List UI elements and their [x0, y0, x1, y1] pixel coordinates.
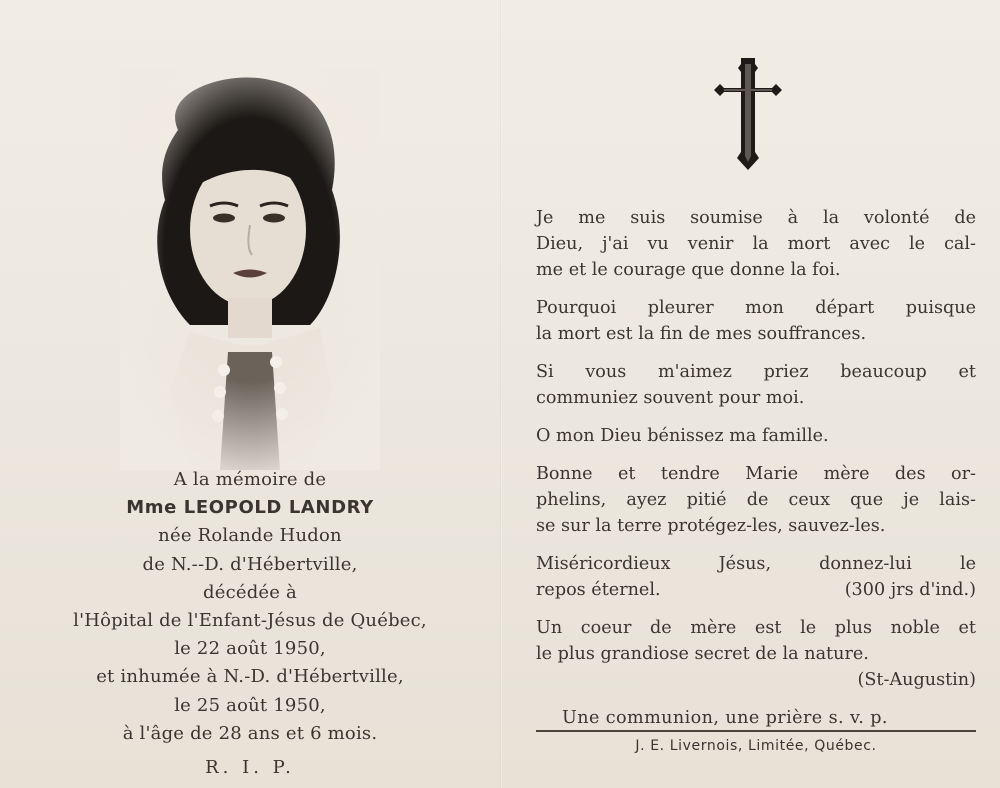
text-line: Un coeur de mère est le plus noble et [536, 618, 976, 638]
indulgence-note: (300 jrs d'ind.) [844, 580, 976, 600]
text-line: Dieu, j'ai vu venir la mort avec le cal- [536, 234, 976, 254]
printer-credit: J. E. Livernois, Limitée, Québec. [635, 738, 877, 754]
attribution: (St-Augustin) [857, 670, 976, 690]
cross-icon [710, 54, 786, 174]
deceased-name: Mme LEOPOLD LANDRY [126, 497, 374, 519]
prayer-text [536, 205, 976, 731]
origin-line: de N.--D. d'Hébertville, [142, 553, 358, 575]
text-line: le plus grandiose secret de la nature. [536, 644, 869, 664]
text-line: Je me suis soumise à la volonté de [536, 208, 976, 228]
divider-rule [536, 730, 976, 732]
paragraph-4 [536, 423, 976, 449]
text-line: Pourquoi pleurer mon départ puisque [536, 298, 976, 318]
paragraph-2 [536, 295, 976, 347]
text-line: communiez souvent pour moi. [536, 388, 805, 408]
text-line: O mon Dieu bénissez ma famille. [536, 426, 829, 446]
death-date: le 22 août 1950, [174, 638, 326, 660]
text-line: Miséricordieux Jésus, donnez-lui le [536, 554, 976, 574]
text-line: Bonne et tendre Marie mère des or- [536, 464, 976, 484]
rip-text: R. I. P. [205, 757, 295, 779]
closing-request: Une communion, une prière s. v. p. [562, 708, 888, 728]
maiden-name: née Rolande Hudon [158, 525, 342, 547]
paragraph-5 [536, 461, 976, 539]
portrait-photo [120, 70, 380, 470]
paragraph-3 [536, 359, 976, 411]
text-line: Si vous m'aimez priez beaucoup et [536, 362, 976, 382]
text-line-row [536, 577, 976, 603]
burial-line: et inhumée à N.-D. d'Hébertville, [96, 666, 404, 688]
hospital-line: l'Hôpital de l'Enfant-Jésus de Québec, [73, 610, 427, 632]
paragraph-7 [536, 615, 976, 693]
paragraph-6 [536, 551, 976, 603]
text-line: me et le courage que donne la foi. [536, 260, 841, 280]
text-line: se sur la terre protégez-les, sauvez-les. [536, 516, 886, 536]
text-line: phelins, ayez pitié de ceux que je lais- [536, 490, 976, 510]
deceased-line: décédée à [203, 581, 297, 603]
text-line: la mort est la fin de mes souffrances. [536, 324, 867, 344]
memory-line: A la mémoire de [173, 469, 327, 490]
age-line: à l'âge de 28 ans et 6 mois. [122, 722, 378, 744]
paragraph-1 [536, 205, 976, 283]
burial-date: le 25 août 1950, [174, 694, 326, 716]
text-line: repos éternel. [536, 580, 661, 600]
right-panel [502, 0, 1000, 788]
memorial-text [0, 466, 500, 782]
